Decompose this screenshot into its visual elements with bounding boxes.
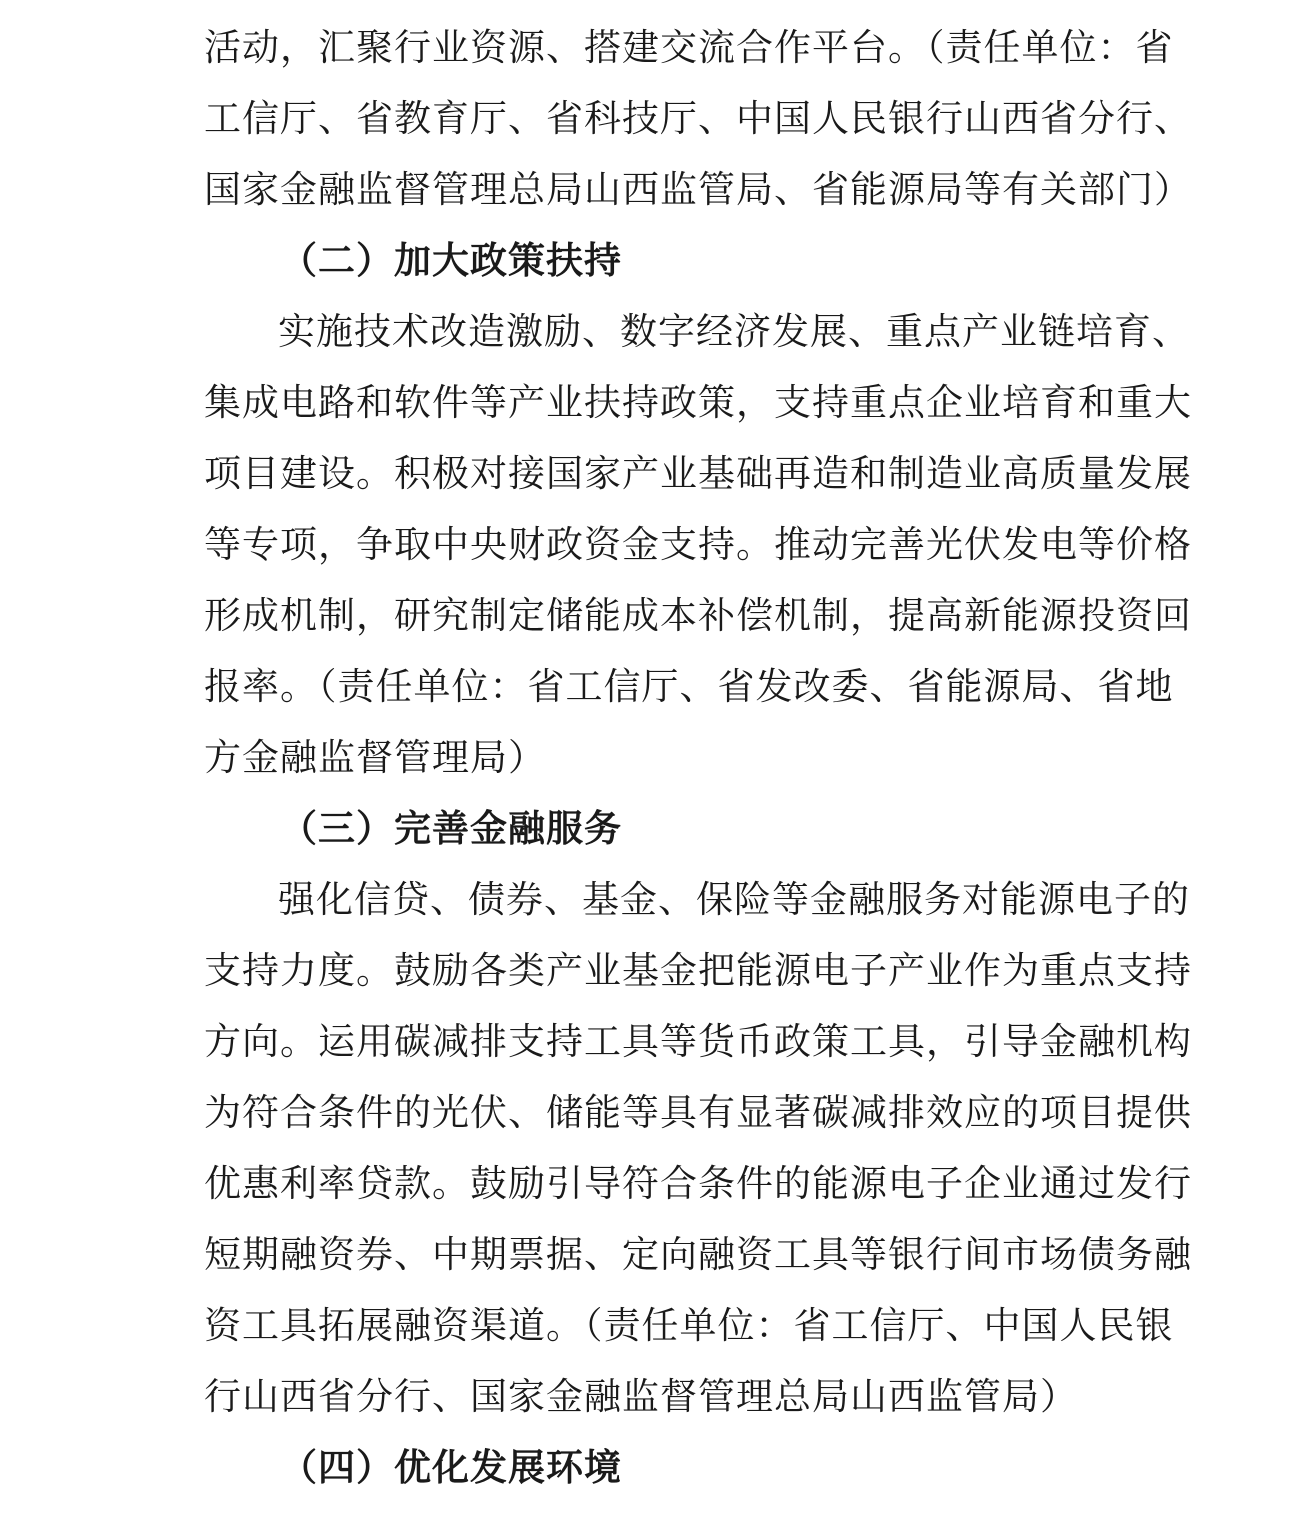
document-body [204, 12, 1192, 1503]
paragraph-line: 方金融监督管理局） [204, 736, 546, 779]
paragraph-line: 方向。运用碳减排支持工具等货币政策工具，引导金融机构 [204, 1020, 1192, 1063]
section-heading-development-environment: （四）优化发展环境 [280, 1446, 622, 1489]
paragraph-line: 活动，汇聚行业资源、搭建交流合作平台。（责任单位：省 [204, 26, 1174, 69]
paragraph-line: 行山西省分行、国家金融监督管理总局山西监管局） [204, 1375, 1078, 1418]
paragraph-line: 资工具拓展融资渠道。（责任单位：省工信厅、中国人民银 [204, 1304, 1174, 1347]
paragraph-line: 等专项，争取中央财政资金支持。推动完善光伏发电等价格 [204, 523, 1192, 566]
paragraph-line: 报率。（责任单位：省工信厅、省发改委、省能源局、省地 [204, 665, 1174, 708]
paragraph-line: 工信厅、省教育厅、省科技厅、中国人民银行山西省分行、 [204, 97, 1192, 140]
paragraph-line: 短期融资券、中期票据、定向融资工具等银行间市场债务融 [204, 1233, 1192, 1276]
paragraph-line: 国家金融监督管理总局山西监管局、省能源局等有关部门） [204, 168, 1192, 211]
paragraph-line: 项目建设。积极对接国家产业基础再造和制造业高质量发展 [204, 452, 1192, 495]
paragraph-line: 实施技术改造激励、数字经济发展、重点产业链培育、 [278, 310, 1190, 353]
section-heading-policy-support: （二）加大政策扶持 [280, 239, 622, 282]
paragraph-line: 形成机制，研究制定储能成本补偿机制，提高新能源投资回 [204, 594, 1192, 637]
paragraph-line: 强化信贷、债券、基金、保险等金融服务对能源电子的 [278, 878, 1190, 921]
paragraph-line: 为符合条件的光伏、储能等具有显著碳减排效应的项目提供 [204, 1091, 1192, 1134]
paragraph-line: 集成电路和软件等产业扶持政策，支持重点企业培育和重大 [204, 381, 1192, 424]
paragraph-line: 支持力度。鼓励各类产业基金把能源电子产业作为重点支持 [204, 949, 1192, 992]
section-heading-financial-services: （三）完善金融服务 [280, 807, 622, 850]
paragraph-line: 优惠利率贷款。鼓励引导符合条件的能源电子企业通过发行 [204, 1162, 1192, 1205]
